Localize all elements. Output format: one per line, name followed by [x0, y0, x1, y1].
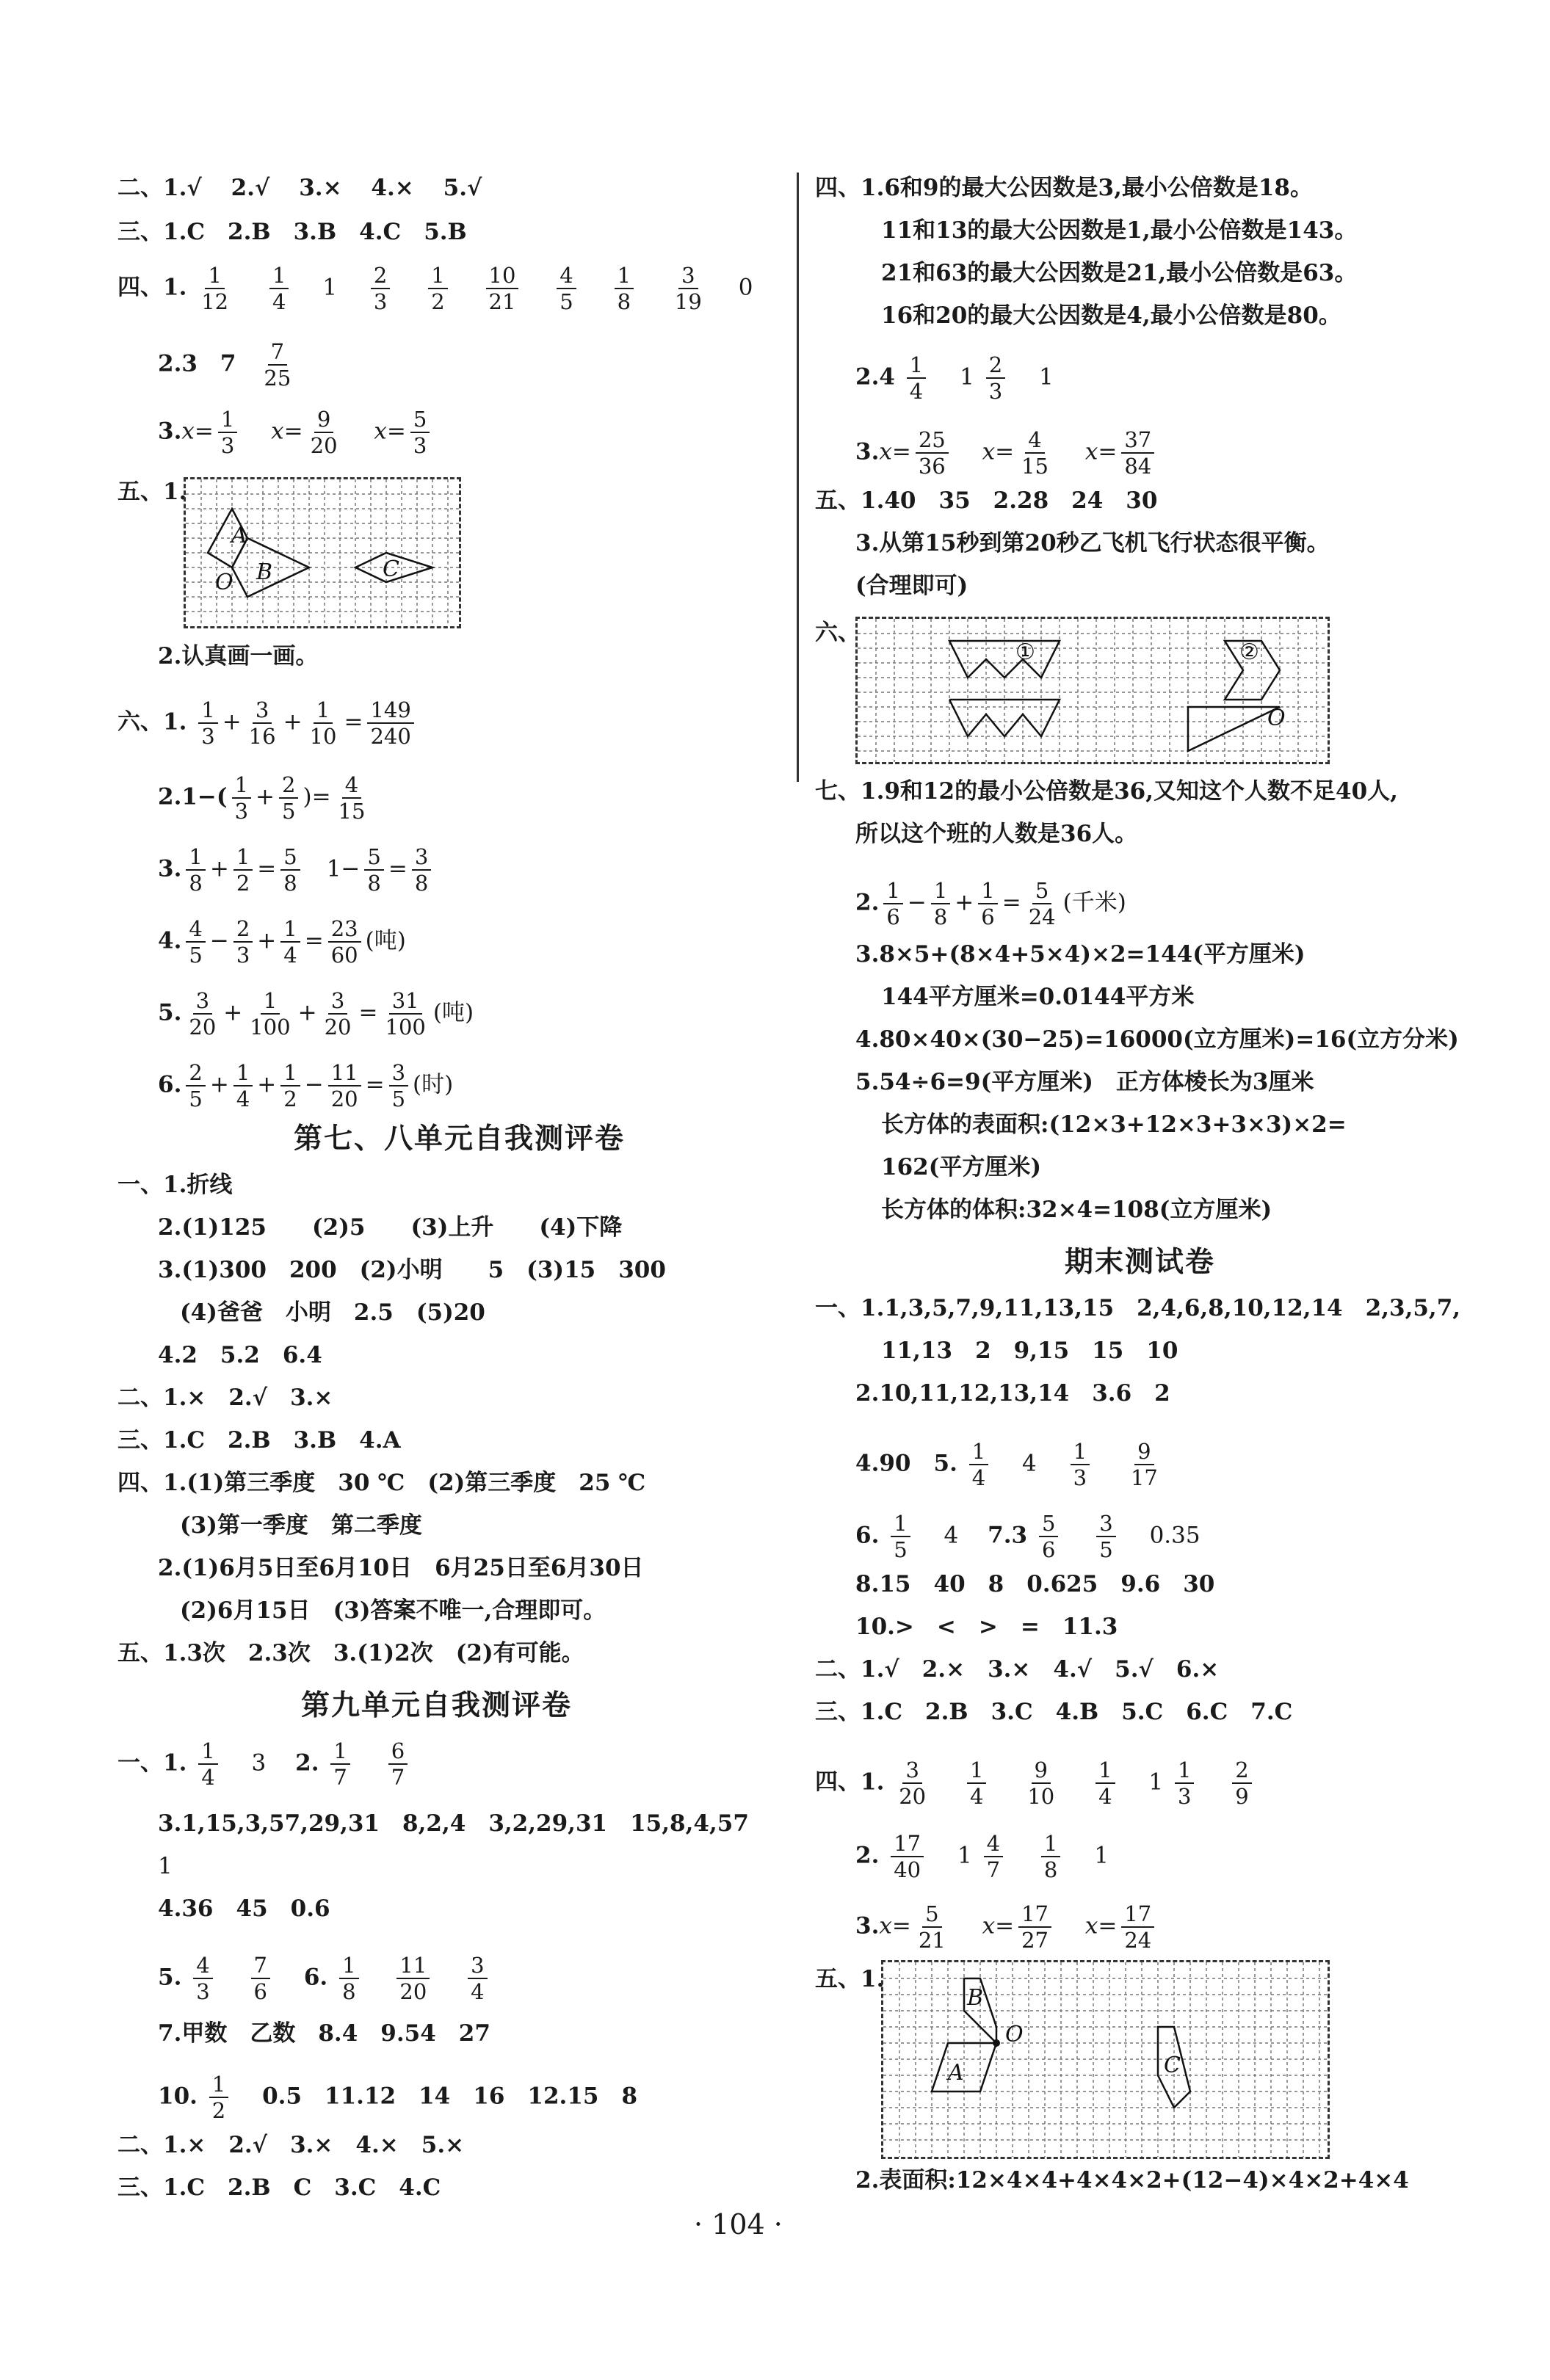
answer-line: 二、1.√ 2.√ 3.× 4.× 5.√: [117, 175, 482, 201]
answer-line-fractions: 3.x= $\frac{1}{3}$ x= $\frac{9}{20}$ x= $\frac{5}{3}$: [158, 407, 434, 458]
answer-line: 四、1.6和9的最大公因数是3,最小公倍数是18。: [815, 175, 1314, 201]
label-b: B: [967, 1985, 984, 2011]
answer-line: 3.8×5+(8×4+5×4)×2=144(平方厘米): [855, 941, 1305, 968]
answer-line-fractions: 6. $\frac{1}{5}$ 4 7.3 $\frac{5}{6}$ $\frac{3}{5}$ 0.35: [855, 1511, 1200, 1562]
drawing-grid: [855, 617, 1330, 764]
answer-line: 2.认真画一画。: [158, 643, 319, 670]
point-o: [993, 2039, 1000, 2047]
mark-1: ①: [1015, 639, 1035, 665]
answer-line: 长方体的体积:32×4=108(立方厘米): [881, 1197, 1272, 1223]
answer-line: 所以这个班的人数是36人。: [855, 821, 1138, 847]
answer-line-fractions: 5. $\frac{4}{3}$ $\frac{7}{6}$ 6. $\frac{1}{8}$ $\frac{11}{20}$ $\frac{3}{4}$: [158, 1953, 492, 2004]
mark-2: ②: [1239, 639, 1259, 665]
answer-line: 二、1.√ 2.× 3.× 4.√ 5.√ 6.×: [815, 1656, 1220, 1683]
shape-a: [932, 2043, 996, 2091]
answer-line-fractions: 3.x= $\frac{25}{36}$ x= $\frac{4}{15}$ x= $\frac{37}{84}$: [855, 427, 1159, 479]
label-a: A: [948, 2060, 964, 2086]
answer-line-fractions: 3. $\frac{1}{8}$ + $\frac{1}{2}$ = $\frac{5}{8}$ 1− $\frac{5}{8}$ = $\frac{3}{8}$: [158, 844, 435, 896]
answer-line: 长方体的表面积:(12×3+12×3+3×3)×2=: [881, 1111, 1347, 1138]
answer-line-fractions: 2.1−( $\frac{1}{3}$ + $\frac{2}{5}$ )= $\frac{4}{15}$: [158, 772, 366, 824]
drawing-grid: [881, 1960, 1330, 2159]
label-c: C: [1164, 2053, 1181, 2078]
answer-line: 1: [158, 1853, 173, 1879]
answer-line: 162(平方厘米): [881, 1154, 1042, 1180]
answer-line: 10.> < > = 11.3: [855, 1614, 1118, 1640]
answer-line: 七、1.9和12的最小公倍数是36,又知这个人数不足40人,: [815, 778, 1398, 805]
answer-line-fractions: 10. $\frac{1}{2}$ 0.5 11.12 14 16 12.15 8: [158, 2072, 638, 2123]
answer-line: 五、1.40 35 2.28 24 30: [815, 487, 1158, 514]
label-b: B: [256, 559, 273, 585]
answer-line-fractions: 四、1. $\frac{3}{20}$ $\frac{1}{4}$ $\frac{9}{10}$ $\frac{1}{4}$ 1 $\frac{1}{3}$ $\frac{2}{9}$: [815, 1757, 1256, 1809]
answer-line: 三、1.C 2.B C 3.C 4.C: [117, 2174, 441, 2201]
label-o: O: [215, 570, 233, 595]
answer-line: 四、1.(1)第三季度 30 ℃ (2)第三季度 25 ℃: [117, 1470, 646, 1496]
answer-line: 一、1.折线: [117, 1172, 233, 1198]
answer-line-fractions: 四、1. $\frac{1}{12}$ $\frac{1}{4}$ 1 $\frac{2}{3}$ $\frac{1}{2}$ $\frac{10}{21}$ $\frac{4}{5}$ $\frac{1}{8}$ $\frac{3}{19}$ 0: [117, 263, 753, 314]
answer-line: 11,13 2 9,15 15 10: [881, 1338, 1178, 1364]
answer-line-fractions: 一、1. $\frac{1}{4}$ 3 2. $\frac{1}{7}$ $\frac{6}{7}$: [117, 1738, 412, 1790]
answer-line: 3.从第15秒到第20秒乙飞机飞行状态很平衡。: [855, 530, 1330, 556]
answer-line-fractions: 3.x= $\frac{5}{21}$ x= $\frac{17}{27}$ x= $\frac{17}{24}$: [855, 1901, 1159, 1953]
answer-line: (合理即可): [855, 573, 968, 599]
answer-line-fractions: 4. $\frac{4}{5}$ − $\frac{2}{3}$ + $\frac{1}{4}$ = $\frac{23}{60}$ (吨): [158, 916, 406, 968]
answer-line: 8.15 40 8 0.625 9.6 30: [855, 1571, 1215, 1597]
answer-line: 3.1,15,3,57,29,31 8,2,4 3,2,29,31 15,8,4,57: [158, 1810, 749, 1837]
answer-line: 2.(1)125 (2)5 (3)上升 (4)下降: [158, 1214, 623, 1241]
answer-line: 21和63的最大公因数是21,最小公倍数是63。: [881, 260, 1358, 286]
answer-line-fractions: 2.4 $\frac{1}{4}$ 1 $\frac{2}{3}$ 1: [855, 352, 1054, 404]
right-column: [786, 0, 1550, 2380]
answer-line: 五、1.3次 2.3次 3.(1)2次 (2)有可能。: [117, 1640, 584, 1666]
answer-line: 7.甲数 乙数 8.4 9.54 27: [158, 2020, 490, 2047]
answer-line: 4.36 45 0.6: [158, 1895, 330, 1922]
section-title: 期末测试卷: [1065, 1246, 1216, 1279]
answer-line-fractions: 5. $\frac{3}{20}$ + $\frac{1}{100}$ + $\frac{3}{20}$ = $\frac{31}{100}$ (吨): [158, 988, 474, 1040]
answer-line-fractions: 2. $\frac{17}{40}$ 1 $\frac{4}{7}$ $\frac{1}{8}$ 1: [855, 1831, 1109, 1882]
answer-line-fractions: 4.90 5. $\frac{1}{4}$ 4 $\frac{1}{3}$ $\frac{9}{17}$: [855, 1439, 1158, 1490]
grid-figure: [186, 479, 459, 626]
answer-line: 144平方厘米=0.0144平方米: [881, 984, 1195, 1010]
answer-line: (2)6月15日 (3)答案不唯一,合理即可。: [180, 1597, 606, 1624]
answer-label: 五、1.: [117, 479, 187, 505]
answer-line: 三、1.C 2.B 3.C 4.B 5.C 6.C 7.C: [815, 1699, 1293, 1725]
label-o: O: [1005, 2022, 1024, 2047]
answer-line: 5.54÷6=9(平方厘米) 正方体棱长为3厘米: [855, 1069, 1314, 1095]
answer-line: 16和20的最大公因数是4,最小公倍数是80。: [881, 302, 1341, 329]
answer-line: 一、1.1,3,5,7,9,11,13,15 2,4,6,8,10,12,14 2,3,5,7,: [815, 1295, 1461, 1321]
shape-4: [1188, 707, 1280, 751]
label-a: A: [231, 523, 247, 548]
section-title: 第九单元自我测评卷: [301, 1689, 573, 1722]
answer-label: 五、1.: [815, 1966, 885, 1992]
answer-line: 三、1.C 2.B 3.B 4.A: [117, 1427, 401, 1454]
answer-line: 4.2 5.2 6.4: [158, 1342, 322, 1368]
page-number: · 104 ·: [694, 2208, 783, 2241]
answer-label: 六、: [815, 620, 861, 646]
grid-figure: [858, 619, 1328, 762]
answer-line: 二、1.× 2.√ 3.× 4.× 5.×: [117, 2132, 465, 2158]
answer-line-fractions: 6. $\frac{2}{5}$ + $\frac{1}{4}$ + $\frac{1}{2}$ − $\frac{11}{20}$ = $\frac{3}{5}$ (时): [158, 1060, 454, 1111]
answer-line-fractions: 2. $\frac{1}{6}$ − $\frac{1}{8}$ + $\frac{1}{6}$ = $\frac{5}{24}$ (千米): [855, 878, 1126, 929]
section-title: 第七、八单元自我测评卷: [294, 1122, 626, 1155]
answer-line: 4.80×40×(30−25)=16000(立方厘米)=16(立方分米): [855, 1026, 1459, 1053]
answer-line-fractions: 2.3 7 $\frac{7}{25}$: [158, 339, 291, 391]
answer-line: 二、1.× 2.√ 3.×: [117, 1385, 333, 1411]
answer-line: 11和13的最大公因数是1,最小公倍数是143。: [881, 217, 1358, 244]
label-c: C: [383, 556, 399, 582]
answer-line-fractions: 六、1. $\frac{1}{3}$ + $\frac{3}{16}$ + $\frac{1}{10}$ = $\frac{149}{240}$: [117, 697, 419, 749]
answer-line: 2.表面积:12×4×4+4×4×2+(12−4)×4×2+4×4: [855, 2167, 1409, 2194]
answer-line: (3)第一季度 第二季度: [180, 1512, 422, 1539]
drawing-grid: [184, 477, 461, 628]
grid-figure: [883, 1962, 1328, 2157]
answer-line: 三、1.C 2.B 3.B 4.C 5.B: [117, 219, 467, 245]
answer-line: 2.(1)6月5日至6月10日 6月25日至6月30日: [158, 1555, 644, 1581]
answer-line: 2.10,11,12,13,14 3.6 2: [855, 1380, 1170, 1407]
mark-o: O: [1267, 705, 1286, 731]
answer-line: (4)爸爸 小明 2.5 (5)20: [180, 1299, 485, 1326]
answer-line: 3.(1)300 200 (2)小明 5 (3)15 300: [158, 1257, 666, 1283]
